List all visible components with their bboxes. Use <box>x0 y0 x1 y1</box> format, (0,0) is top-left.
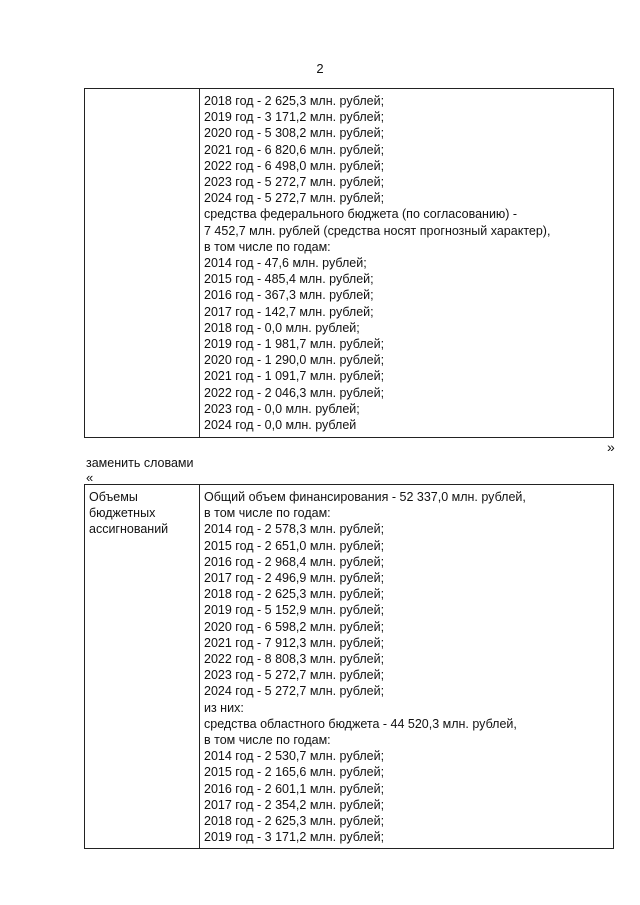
budget-line: 2016 год - 2 968,4 млн. рублей; <box>204 554 385 569</box>
budget-line: 2023 год - 5 272,7 млн. рублей; <box>204 668 385 683</box>
budget-line: 2022 год - 6 498,0 млн. рублей; <box>204 158 385 173</box>
budget-line: 2017 год - 2 496,9 млн. рублей; <box>204 571 385 586</box>
budget-line: 2024 год - 5 272,7 млн. рублей; <box>204 684 385 699</box>
budget-line: средства федерального бюджета (по согласованию) - <box>204 207 518 222</box>
table-right-cell <box>200 485 613 848</box>
budget-line: 2014 год - 2 530,7 млн. рублей; <box>204 749 385 764</box>
budget-line: 2015 год - 485,4 млн. рублей; <box>204 272 374 287</box>
budget-line: 2020 год - 5 308,2 млн. рублей; <box>204 126 385 141</box>
budget-line: 2018 год - 0,0 млн. рублей; <box>204 320 360 335</box>
budget-allocation-table <box>84 484 614 849</box>
table-left-cell <box>85 89 200 437</box>
budget-line: 2023 год - 0,0 млн. рублей; <box>204 401 360 416</box>
budget-line: в том числе по годам: <box>204 733 331 748</box>
budget-line: 2024 год - 5 272,7 млн. рублей; <box>204 191 385 206</box>
budget-line: 2019 год - 3 171,2 млн. рублей; <box>204 830 385 845</box>
budget-line: в том числе по годам: <box>204 239 331 254</box>
budget-line: из них: <box>204 700 244 715</box>
row-header-line: бюджетных <box>89 506 156 521</box>
row-header-line: ассигнований <box>89 522 169 537</box>
budget-line: 2021 год - 7 912,3 млн. рублей; <box>204 635 385 650</box>
budget-line: 2018 год - 2 625,3 млн. рублей; <box>204 94 385 108</box>
budget-line: 2016 год - 2 601,1 млн. рублей; <box>204 781 385 796</box>
budget-line: 2019 год - 5 152,9 млн. рублей; <box>204 603 385 618</box>
budget-line: 2024 год - 0,0 млн. рублей <box>204 418 357 433</box>
budget-table-continuation <box>84 88 614 438</box>
budget-line: 2015 год - 2 165,6 млн. рублей; <box>204 765 385 780</box>
budget-line: 2020 год - 6 598,2 млн. рублей; <box>204 619 385 634</box>
budget-line: средства областного бюджета - 44 520,3 млн. рублей, <box>204 716 517 731</box>
budget-line: 2020 год - 1 290,0 млн. рублей; <box>204 353 385 368</box>
budget-line: 2021 год - 1 091,7 млн. рублей; <box>204 369 385 384</box>
opening-quote: « <box>86 470 94 485</box>
budget-line: 2023 год - 5 272,7 млн. рублей; <box>204 175 385 190</box>
table-left-cell <box>85 485 200 848</box>
table-right-cell <box>200 89 613 437</box>
budget-line: 2017 год - 142,7 млн. рублей; <box>204 304 374 319</box>
budget-line: 2022 год - 8 808,3 млн. рублей; <box>204 652 385 667</box>
budget-line: 2019 год - 3 171,2 млн. рублей; <box>204 110 385 125</box>
budget-line: Общий объем финансирования - 52 337,0 млн. рублей, <box>204 490 526 504</box>
budget-line: 2017 год - 2 354,2 млн. рублей; <box>204 797 385 812</box>
budget-line: 2019 год - 1 981,7 млн. рублей; <box>204 337 385 352</box>
page-number: 2 <box>316 61 324 76</box>
replace-with-words-text: заменить словами <box>86 456 194 470</box>
budget-line: 2015 год - 2 651,0 млн. рублей; <box>204 538 385 553</box>
budget-line: 2018 год - 2 625,3 млн. рублей; <box>204 587 385 602</box>
closing-quote: » <box>607 439 615 455</box>
budget-line: 2016 год - 367,3 млн. рублей; <box>204 288 374 303</box>
budget-line: 2022 год - 2 046,3 млн. рублей; <box>204 385 385 400</box>
budget-line: 2018 год - 2 625,3 млн. рублей; <box>204 814 385 829</box>
budget-line: 2014 год - 47,6 млн. рублей; <box>204 256 367 271</box>
row-header-line: Объемы <box>89 490 138 504</box>
budget-line: в том числе по годам: <box>204 506 331 521</box>
budget-line: 7 452,7 млн. рублей (средства носят прогнозный характер), <box>204 223 551 238</box>
budget-line: 2021 год - 6 820,6 млн. рублей; <box>204 142 385 157</box>
budget-line: 2014 год - 2 578,3 млн. рублей; <box>204 522 385 537</box>
